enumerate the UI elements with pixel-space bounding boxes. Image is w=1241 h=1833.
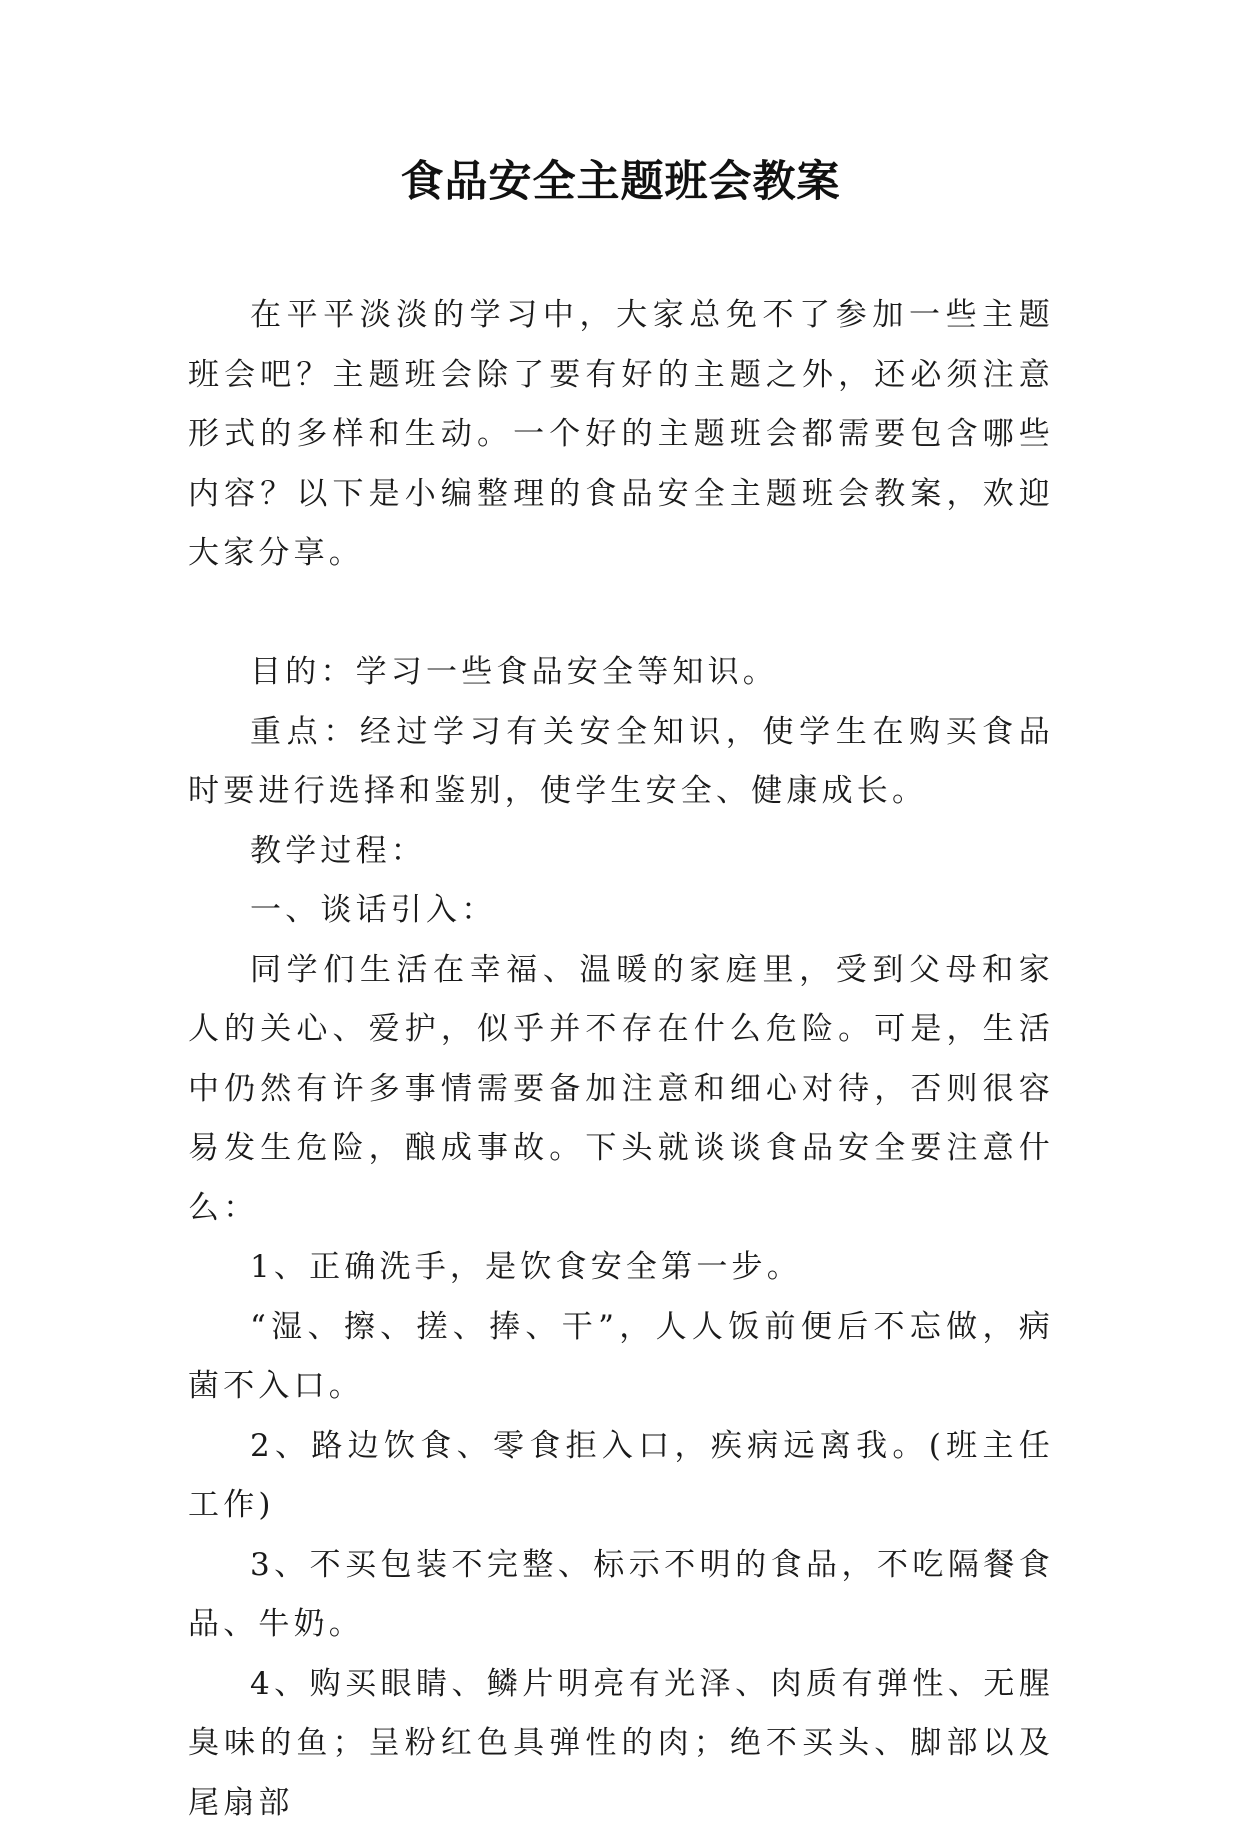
item-3-paragraph: 3、不买包装不完整、标示不明的食品，不吃隔餐食品、牛奶。 <box>188 1536 1054 1655</box>
intro-paragraph: 在平平淡淡的学习中，大家总免不了参加一些主题班会吧？主题班会除了要有好的主题之外，还必须注意形式的多样和生动。一个好的主题班会都需要包含哪些内容？以下是小编整理的食品安全主题班会教案，欢迎大家分享。 <box>188 286 1054 584</box>
focus-paragraph: 重点：经过学习有关安全知识，使学生在购买食品时要进行选择和鉴别，使学生安全、健康成长。 <box>188 703 1054 822</box>
item-1-paragraph: 1、正确洗手，是饮食安全第一步。 <box>188 1238 1054 1298</box>
item-4-paragraph: 4、购买眼睛、鳞片明亮有光泽、肉质有弹性、无腥臭味的鱼；呈粉红色具弹性的肉；绝不买头、脚部以及尾扇部 <box>188 1655 1054 1833</box>
handwash-rhyme-paragraph: “湿、擦、搓、捧、干”，人人饭前便后不忘做，病菌不入口。 <box>188 1298 1054 1417</box>
intro-talk-paragraph: 同学们生活在幸福、温暖的家庭里，受到父母和家人的关心、爱护，似乎并不存在什么危险。可是，生活中仍然有许多事情需要备加注意和细心对待，否则很容易发生危险，酿成事故。下头就谈谈食品安全要注意什么： <box>188 941 1054 1239</box>
paragraph-spacer <box>188 584 1054 644</box>
document-title: 食品安全主题班会教案 <box>0 152 1241 212</box>
section-one-heading: 一、谈话引入： <box>188 881 1054 941</box>
purpose-paragraph: 目的：学习一些食品安全等知识。 <box>188 643 1054 703</box>
document-body <box>188 286 1054 1833</box>
item-2-paragraph: 2、路边饮食、零食拒入口，疾病远离我。(班主任工作) <box>188 1417 1054 1536</box>
teaching-process-heading: 教学过程： <box>188 822 1054 882</box>
